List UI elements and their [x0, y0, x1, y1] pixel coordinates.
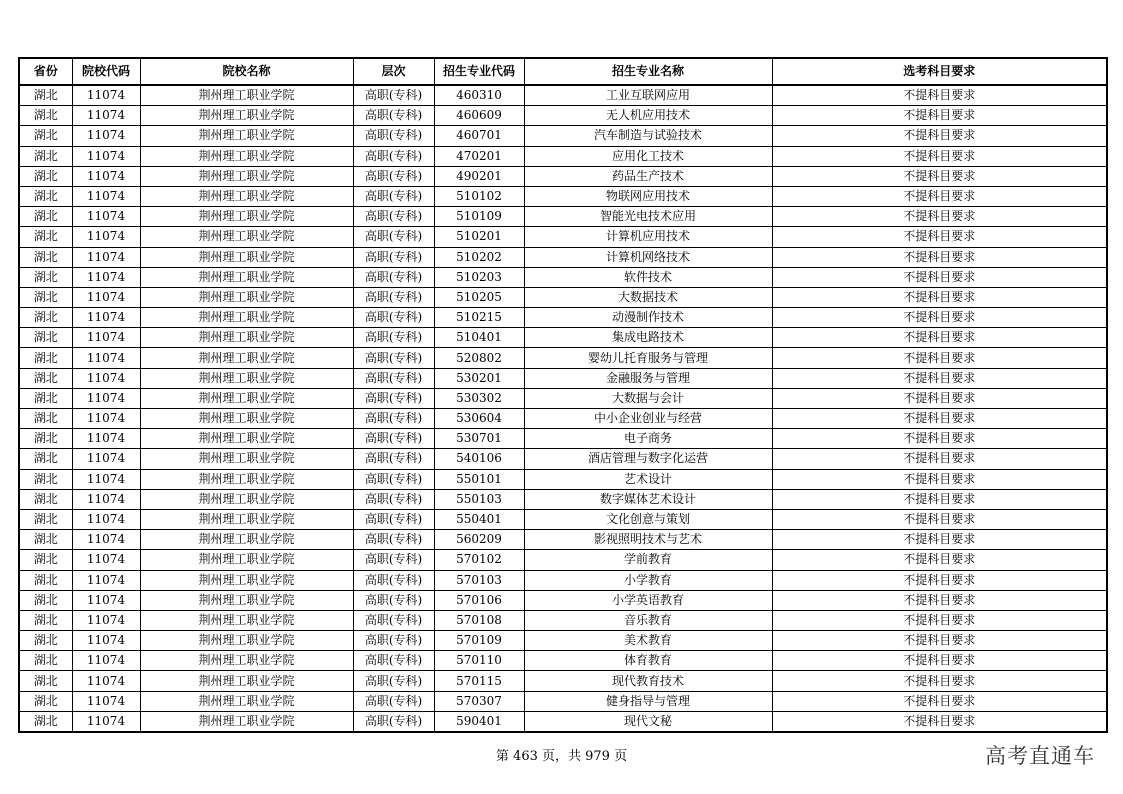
cell-school-name: 荆州理工职业学院: [140, 146, 353, 166]
cell-level: 高职(专科): [353, 610, 434, 630]
cell-subject-requirement: 不提科目要求: [772, 106, 1107, 126]
table-row: [19, 368, 1107, 388]
cell-major-code: 510401: [434, 328, 524, 348]
table-row: [19, 429, 1107, 449]
table-row: [19, 711, 1107, 732]
cell-province: 湖北: [19, 550, 72, 570]
cell-major-name: 动漫制作技术: [524, 308, 772, 328]
cell-major-name: 计算机网络技术: [524, 247, 772, 267]
cell-level: 高职(专科): [353, 368, 434, 388]
cell-school-name: 荆州理工职业学院: [140, 166, 353, 186]
cell-subject-requirement: 不提科目要求: [772, 308, 1107, 328]
table-row: [19, 106, 1107, 126]
table-row: [19, 469, 1107, 489]
cell-major-code: 510205: [434, 287, 524, 307]
cell-school-name: 荆州理工职业学院: [140, 570, 353, 590]
cell-major-code: 540106: [434, 449, 524, 469]
cell-subject-requirement: 不提科目要求: [772, 328, 1107, 348]
cell-subject-requirement: 不提科目要求: [772, 610, 1107, 630]
cell-province: 湖北: [19, 449, 72, 469]
table-row: [19, 328, 1107, 348]
cell-school-code: 11074: [72, 328, 140, 348]
cell-province: 湖北: [19, 85, 72, 106]
cell-major-name: 酒店管理与数字化运营: [524, 449, 772, 469]
cell-school-code: 11074: [72, 126, 140, 146]
cell-subject-requirement: 不提科目要求: [772, 530, 1107, 550]
cell-school-code: 11074: [72, 308, 140, 328]
cell-province: 湖北: [19, 711, 72, 732]
cell-subject-requirement: 不提科目要求: [772, 489, 1107, 509]
column-header-major-name: 招生专业名称: [524, 58, 772, 85]
header-row: [19, 58, 1107, 85]
cell-level: 高职(专科): [353, 247, 434, 267]
cell-major-name: 婴幼儿托育服务与管理: [524, 348, 772, 368]
cell-subject-requirement: 不提科目要求: [772, 186, 1107, 206]
cell-level: 高职(专科): [353, 651, 434, 671]
column-header-major-code: 招生专业代码: [434, 58, 524, 85]
table-row: [19, 449, 1107, 469]
cell-major-code: 510201: [434, 227, 524, 247]
cell-level: 高职(专科): [353, 126, 434, 146]
watermark-text: 高考直通车: [985, 744, 1095, 768]
table-row: [19, 85, 1107, 106]
cell-province: 湖北: [19, 651, 72, 671]
cell-province: 湖北: [19, 590, 72, 610]
cell-major-name: 无人机应用技术: [524, 106, 772, 126]
cell-school-name: 荆州理工职业学院: [140, 388, 353, 408]
cell-school-name: 荆州理工职业学院: [140, 489, 353, 509]
cell-school-name: 荆州理工职业学院: [140, 711, 353, 732]
cell-major-code: 550401: [434, 509, 524, 529]
cell-major-name: 中小企业创业与经营: [524, 409, 772, 429]
cell-province: 湖北: [19, 106, 72, 126]
cell-level: 高职(专科): [353, 348, 434, 368]
cell-major-code: 570110: [434, 651, 524, 671]
cell-school-code: 11074: [72, 509, 140, 529]
cell-level: 高职(专科): [353, 590, 434, 610]
cell-subject-requirement: 不提科目要求: [772, 550, 1107, 570]
cell-major-name: 音乐教育: [524, 610, 772, 630]
table-row: [19, 247, 1107, 267]
cell-major-name: 小学英语教育: [524, 590, 772, 610]
cell-major-name: 大数据与会计: [524, 388, 772, 408]
cell-level: 高职(专科): [353, 85, 434, 106]
cell-major-name: 健身指导与管理: [524, 691, 772, 711]
table-row: [19, 388, 1107, 408]
cell-major-name: 计算机应用技术: [524, 227, 772, 247]
cell-school-code: 11074: [72, 267, 140, 287]
cell-major-name: 现代文秘: [524, 711, 772, 732]
cell-province: 湖北: [19, 308, 72, 328]
cell-school-name: 荆州理工职业学院: [140, 671, 353, 691]
table-row: [19, 550, 1107, 570]
cell-school-code: 11074: [72, 85, 140, 106]
table-row: [19, 186, 1107, 206]
cell-school-name: 荆州理工职业学院: [140, 227, 353, 247]
column-header-school-code: 院校代码: [72, 58, 140, 85]
table-row: [19, 207, 1107, 227]
cell-level: 高职(专科): [353, 106, 434, 126]
cell-school-name: 荆州理工职业学院: [140, 530, 353, 550]
table-row: [19, 227, 1107, 247]
cell-major-code: 570307: [434, 691, 524, 711]
cell-subject-requirement: 不提科目要求: [772, 671, 1107, 691]
cell-subject-requirement: 不提科目要求: [772, 509, 1107, 529]
cell-major-code: 550103: [434, 489, 524, 509]
cell-school-name: 荆州理工职业学院: [140, 429, 353, 449]
cell-school-code: 11074: [72, 449, 140, 469]
cell-major-code: 570115: [434, 671, 524, 691]
cell-province: 湖北: [19, 489, 72, 509]
cell-school-name: 荆州理工职业学院: [140, 106, 353, 126]
cell-province: 湖北: [19, 429, 72, 449]
table-row: [19, 590, 1107, 610]
cell-major-code: 560209: [434, 530, 524, 550]
cell-major-name: 软件技术: [524, 267, 772, 287]
admission-table-container: [18, 57, 1108, 733]
table-row: [19, 166, 1107, 186]
table-row: [19, 348, 1107, 368]
cell-subject-requirement: 不提科目要求: [772, 126, 1107, 146]
cell-school-name: 荆州理工职业学院: [140, 267, 353, 287]
cell-school-name: 荆州理工职业学院: [140, 631, 353, 651]
cell-school-name: 荆州理工职业学院: [140, 287, 353, 307]
cell-school-code: 11074: [72, 166, 140, 186]
column-header-subject-requirement: 选考科目要求: [772, 58, 1107, 85]
cell-school-code: 11074: [72, 590, 140, 610]
cell-subject-requirement: 不提科目要求: [772, 651, 1107, 671]
column-header-province: 省份: [19, 58, 72, 85]
cell-province: 湖北: [19, 207, 72, 227]
cell-school-code: 11074: [72, 247, 140, 267]
cell-major-code: 470201: [434, 146, 524, 166]
cell-major-code: 520802: [434, 348, 524, 368]
cell-major-name: 文化创意与策划: [524, 509, 772, 529]
cell-level: 高职(专科): [353, 550, 434, 570]
cell-province: 湖北: [19, 469, 72, 489]
cell-school-name: 荆州理工职业学院: [140, 368, 353, 388]
cell-subject-requirement: 不提科目要求: [772, 146, 1107, 166]
cell-school-code: 11074: [72, 671, 140, 691]
cell-school-name: 荆州理工职业学院: [140, 651, 353, 671]
cell-major-name: 金融服务与管理: [524, 368, 772, 388]
cell-school-code: 11074: [72, 348, 140, 368]
cell-subject-requirement: 不提科目要求: [772, 429, 1107, 449]
cell-province: 湖北: [19, 186, 72, 206]
table-row: [19, 146, 1107, 166]
table-row: [19, 126, 1107, 146]
cell-school-code: 11074: [72, 227, 140, 247]
cell-level: 高职(专科): [353, 509, 434, 529]
cell-school-code: 11074: [72, 469, 140, 489]
cell-major-code: 570109: [434, 631, 524, 651]
cell-school-code: 11074: [72, 691, 140, 711]
cell-level: 高职(专科): [353, 328, 434, 348]
cell-major-name: 数字媒体艺术设计: [524, 489, 772, 509]
cell-province: 湖北: [19, 530, 72, 550]
cell-school-code: 11074: [72, 186, 140, 206]
cell-province: 湖北: [19, 126, 72, 146]
cell-school-code: 11074: [72, 146, 140, 166]
cell-province: 湖北: [19, 368, 72, 388]
cell-major-code: 510215: [434, 308, 524, 328]
cell-province: 湖北: [19, 287, 72, 307]
cell-school-name: 荆州理工职业学院: [140, 590, 353, 610]
cell-major-name: 现代教育技术: [524, 671, 772, 691]
cell-major-name: 体育教育: [524, 651, 772, 671]
cell-school-name: 荆州理工职业学院: [140, 550, 353, 570]
cell-level: 高职(专科): [353, 530, 434, 550]
cell-province: 湖北: [19, 328, 72, 348]
table-row: [19, 610, 1107, 630]
cell-school-name: 荆州理工职业学院: [140, 691, 353, 711]
cell-subject-requirement: 不提科目要求: [772, 691, 1107, 711]
cell-province: 湖北: [19, 146, 72, 166]
cell-school-code: 11074: [72, 287, 140, 307]
cell-subject-requirement: 不提科目要求: [772, 287, 1107, 307]
cell-subject-requirement: 不提科目要求: [772, 388, 1107, 408]
cell-major-code: 510203: [434, 267, 524, 287]
cell-major-code: 550101: [434, 469, 524, 489]
cell-major-name: 大数据技术: [524, 287, 772, 307]
cell-school-name: 荆州理工职业学院: [140, 85, 353, 106]
cell-school-name: 荆州理工职业学院: [140, 449, 353, 469]
table-row: [19, 287, 1107, 307]
cell-major-code: 460701: [434, 126, 524, 146]
cell-subject-requirement: 不提科目要求: [772, 469, 1107, 489]
cell-subject-requirement: 不提科目要求: [772, 166, 1107, 186]
cell-province: 湖北: [19, 570, 72, 590]
cell-school-name: 荆州理工职业学院: [140, 509, 353, 529]
cell-subject-requirement: 不提科目要求: [772, 711, 1107, 732]
cell-subject-requirement: 不提科目要求: [772, 85, 1107, 106]
cell-level: 高职(专科): [353, 691, 434, 711]
cell-school-code: 11074: [72, 409, 140, 429]
cell-subject-requirement: 不提科目要求: [772, 227, 1107, 247]
cell-level: 高职(专科): [353, 146, 434, 166]
cell-level: 高职(专科): [353, 469, 434, 489]
cell-level: 高职(专科): [353, 711, 434, 732]
table-row: [19, 671, 1107, 691]
cell-school-code: 11074: [72, 610, 140, 630]
cell-level: 高职(专科): [353, 287, 434, 307]
cell-major-name: 电子商务: [524, 429, 772, 449]
cell-school-code: 11074: [72, 651, 140, 671]
table-row: [19, 489, 1107, 509]
table-row: [19, 651, 1107, 671]
cell-school-code: 11074: [72, 711, 140, 732]
cell-level: 高职(专科): [353, 267, 434, 287]
cell-major-code: 530302: [434, 388, 524, 408]
cell-province: 湖北: [19, 227, 72, 247]
cell-major-code: 530604: [434, 409, 524, 429]
cell-school-code: 11074: [72, 489, 140, 509]
cell-major-code: 510202: [434, 247, 524, 267]
cell-province: 湖北: [19, 409, 72, 429]
cell-level: 高职(专科): [353, 570, 434, 590]
cell-level: 高职(专科): [353, 429, 434, 449]
cell-subject-requirement: 不提科目要求: [772, 449, 1107, 469]
cell-school-name: 荆州理工职业学院: [140, 247, 353, 267]
cell-school-code: 11074: [72, 368, 140, 388]
cell-major-code: 590401: [434, 711, 524, 732]
cell-level: 高职(专科): [353, 186, 434, 206]
cell-subject-requirement: 不提科目要求: [772, 409, 1107, 429]
table-row: [19, 308, 1107, 328]
table-body: [19, 85, 1107, 732]
cell-province: 湖北: [19, 509, 72, 529]
cell-level: 高职(专科): [353, 631, 434, 651]
table-row: [19, 267, 1107, 287]
cell-school-name: 荆州理工职业学院: [140, 409, 353, 429]
cell-major-name: 药品生产技术: [524, 166, 772, 186]
cell-major-code: 570103: [434, 570, 524, 590]
cell-major-name: 艺术设计: [524, 469, 772, 489]
cell-province: 湖北: [19, 247, 72, 267]
cell-school-code: 11074: [72, 429, 140, 449]
cell-major-code: 460609: [434, 106, 524, 126]
cell-major-code: 460310: [434, 85, 524, 106]
cell-level: 高职(专科): [353, 166, 434, 186]
cell-major-code: 510102: [434, 186, 524, 206]
cell-major-name: 物联网应用技术: [524, 186, 772, 206]
cell-school-name: 荆州理工职业学院: [140, 308, 353, 328]
cell-school-code: 11074: [72, 106, 140, 126]
cell-school-code: 11074: [72, 570, 140, 590]
cell-major-code: 570108: [434, 610, 524, 630]
cell-school-code: 11074: [72, 207, 140, 227]
column-header-school-name: 院校名称: [140, 58, 353, 85]
cell-major-name: 应用化工技术: [524, 146, 772, 166]
cell-school-code: 11074: [72, 631, 140, 651]
cell-province: 湖北: [19, 348, 72, 368]
table-row: [19, 691, 1107, 711]
cell-major-name: 影视照明技术与艺术: [524, 530, 772, 550]
cell-school-name: 荆州理工职业学院: [140, 126, 353, 146]
page-number: 第 463 页，共 979 页: [495, 749, 628, 764]
cell-level: 高职(专科): [353, 308, 434, 328]
cell-major-name: 集成电路技术: [524, 328, 772, 348]
cell-school-code: 11074: [72, 530, 140, 550]
cell-subject-requirement: 不提科目要求: [772, 348, 1107, 368]
cell-major-code: 530701: [434, 429, 524, 449]
cell-major-name: 智能光电技术应用: [524, 207, 772, 227]
cell-school-code: 11074: [72, 550, 140, 570]
admission-table: [18, 57, 1108, 733]
cell-subject-requirement: 不提科目要求: [772, 590, 1107, 610]
cell-level: 高职(专科): [353, 227, 434, 247]
cell-major-name: 工业互联网应用: [524, 85, 772, 106]
cell-province: 湖北: [19, 631, 72, 651]
cell-subject-requirement: 不提科目要求: [772, 368, 1107, 388]
cell-school-name: 荆州理工职业学院: [140, 469, 353, 489]
table-row: [19, 631, 1107, 651]
cell-school-code: 11074: [72, 388, 140, 408]
cell-subject-requirement: 不提科目要求: [772, 267, 1107, 287]
table-header: [19, 58, 1107, 85]
cell-subject-requirement: 不提科目要求: [772, 570, 1107, 590]
cell-school-name: 荆州理工职业学院: [140, 207, 353, 227]
cell-school-name: 荆州理工职业学院: [140, 610, 353, 630]
cell-major-code: 570102: [434, 550, 524, 570]
cell-school-name: 荆州理工职业学院: [140, 348, 353, 368]
cell-level: 高职(专科): [353, 489, 434, 509]
table-row: [19, 509, 1107, 529]
cell-school-name: 荆州理工职业学院: [140, 186, 353, 206]
cell-major-name: 小学教育: [524, 570, 772, 590]
cell-major-code: 490201: [434, 166, 524, 186]
table-row: [19, 409, 1107, 429]
cell-province: 湖北: [19, 691, 72, 711]
cell-major-name: 美术教育: [524, 631, 772, 651]
cell-school-name: 荆州理工职业学院: [140, 328, 353, 348]
cell-subject-requirement: 不提科目要求: [772, 207, 1107, 227]
cell-level: 高职(专科): [353, 449, 434, 469]
column-header-level: 层次: [353, 58, 434, 85]
cell-major-code: 570106: [434, 590, 524, 610]
cell-level: 高职(专科): [353, 409, 434, 429]
cell-level: 高职(专科): [353, 671, 434, 691]
cell-major-code: 510109: [434, 207, 524, 227]
cell-major-code: 530201: [434, 368, 524, 388]
cell-level: 高职(专科): [353, 388, 434, 408]
cell-province: 湖北: [19, 388, 72, 408]
cell-level: 高职(专科): [353, 207, 434, 227]
cell-province: 湖北: [19, 671, 72, 691]
cell-province: 湖北: [19, 610, 72, 630]
cell-subject-requirement: 不提科目要求: [772, 631, 1107, 651]
cell-major-name: 汽车制造与试验技术: [524, 126, 772, 146]
cell-major-name: 学前教育: [524, 550, 772, 570]
table-row: [19, 570, 1107, 590]
table-row: [19, 530, 1107, 550]
cell-subject-requirement: 不提科目要求: [772, 247, 1107, 267]
cell-province: 湖北: [19, 166, 72, 186]
cell-province: 湖北: [19, 267, 72, 287]
